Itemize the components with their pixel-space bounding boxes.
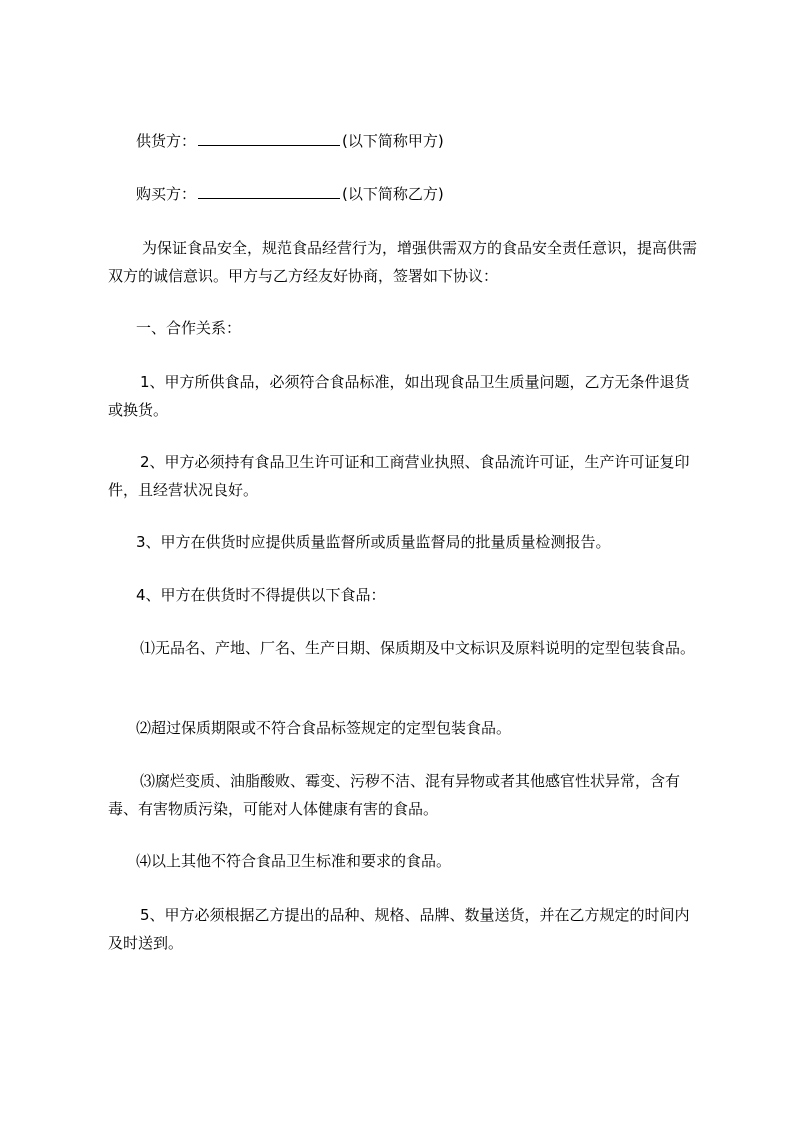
buyer-label: 购买方：	[136, 185, 197, 203]
sub-clause-1: ⑴无品名、产地、厂名、生产日期、保质期及中文标识及原料说明的定型包装食品。	[140, 639, 696, 657]
buyer-line	[136, 180, 726, 208]
buyer-blank	[198, 184, 340, 199]
clause-5: 5、甲方必须根据乙方提出的品种、规格、品牌、数量送货，并在乙方规定的时间内及时送到。	[108, 906, 690, 952]
supplier-label: 供货方：	[136, 132, 197, 150]
clause-4: 4、甲方在供货时不得提供以下食品：	[136, 586, 386, 604]
supplier-suffix: (以下简称甲方)	[342, 132, 444, 150]
sub-clause-2: ⑵超过保质期限或不符合食品标签规定的定型包装食品。	[136, 719, 512, 737]
section1-title: 一、合作关系：	[136, 319, 242, 337]
sub-clause-4: ⑷以上其他不符合食品卫生标准和要求的食品。	[136, 852, 452, 870]
supplier-line	[136, 127, 726, 155]
intro-paragraph: 为保证食品安全，规范食品经营行为，增强供需双方的食品安全责任意识，提高供需双方的诚信意识。甲方与乙方经友好协商，签署如下协议：	[108, 239, 698, 285]
buyer-suffix: (以下简称乙方)	[342, 185, 444, 203]
supplier-blank	[198, 131, 340, 146]
clause-3: 3、甲方在供货时应提供质量监督所或质量监督局的批量质量检测报告。	[136, 533, 611, 551]
clause-2: 2、甲方必须持有食品卫生许可证和工商营业执照、食品流许可证，生产许可证复印件，且经营状况良好。	[108, 453, 690, 499]
clause-1: 1、甲方所供食品，必须符合食品标准，如出现食品卫生质量问题，乙方无条件退货或换货。	[108, 373, 690, 419]
sub-clause-3: ⑶腐烂变质、油脂酸败、霉变、污秽不洁、混有异物或者其他感官性状异常，含有毒、有害物质污染，可能对人体健康有害的食品。	[108, 772, 681, 818]
